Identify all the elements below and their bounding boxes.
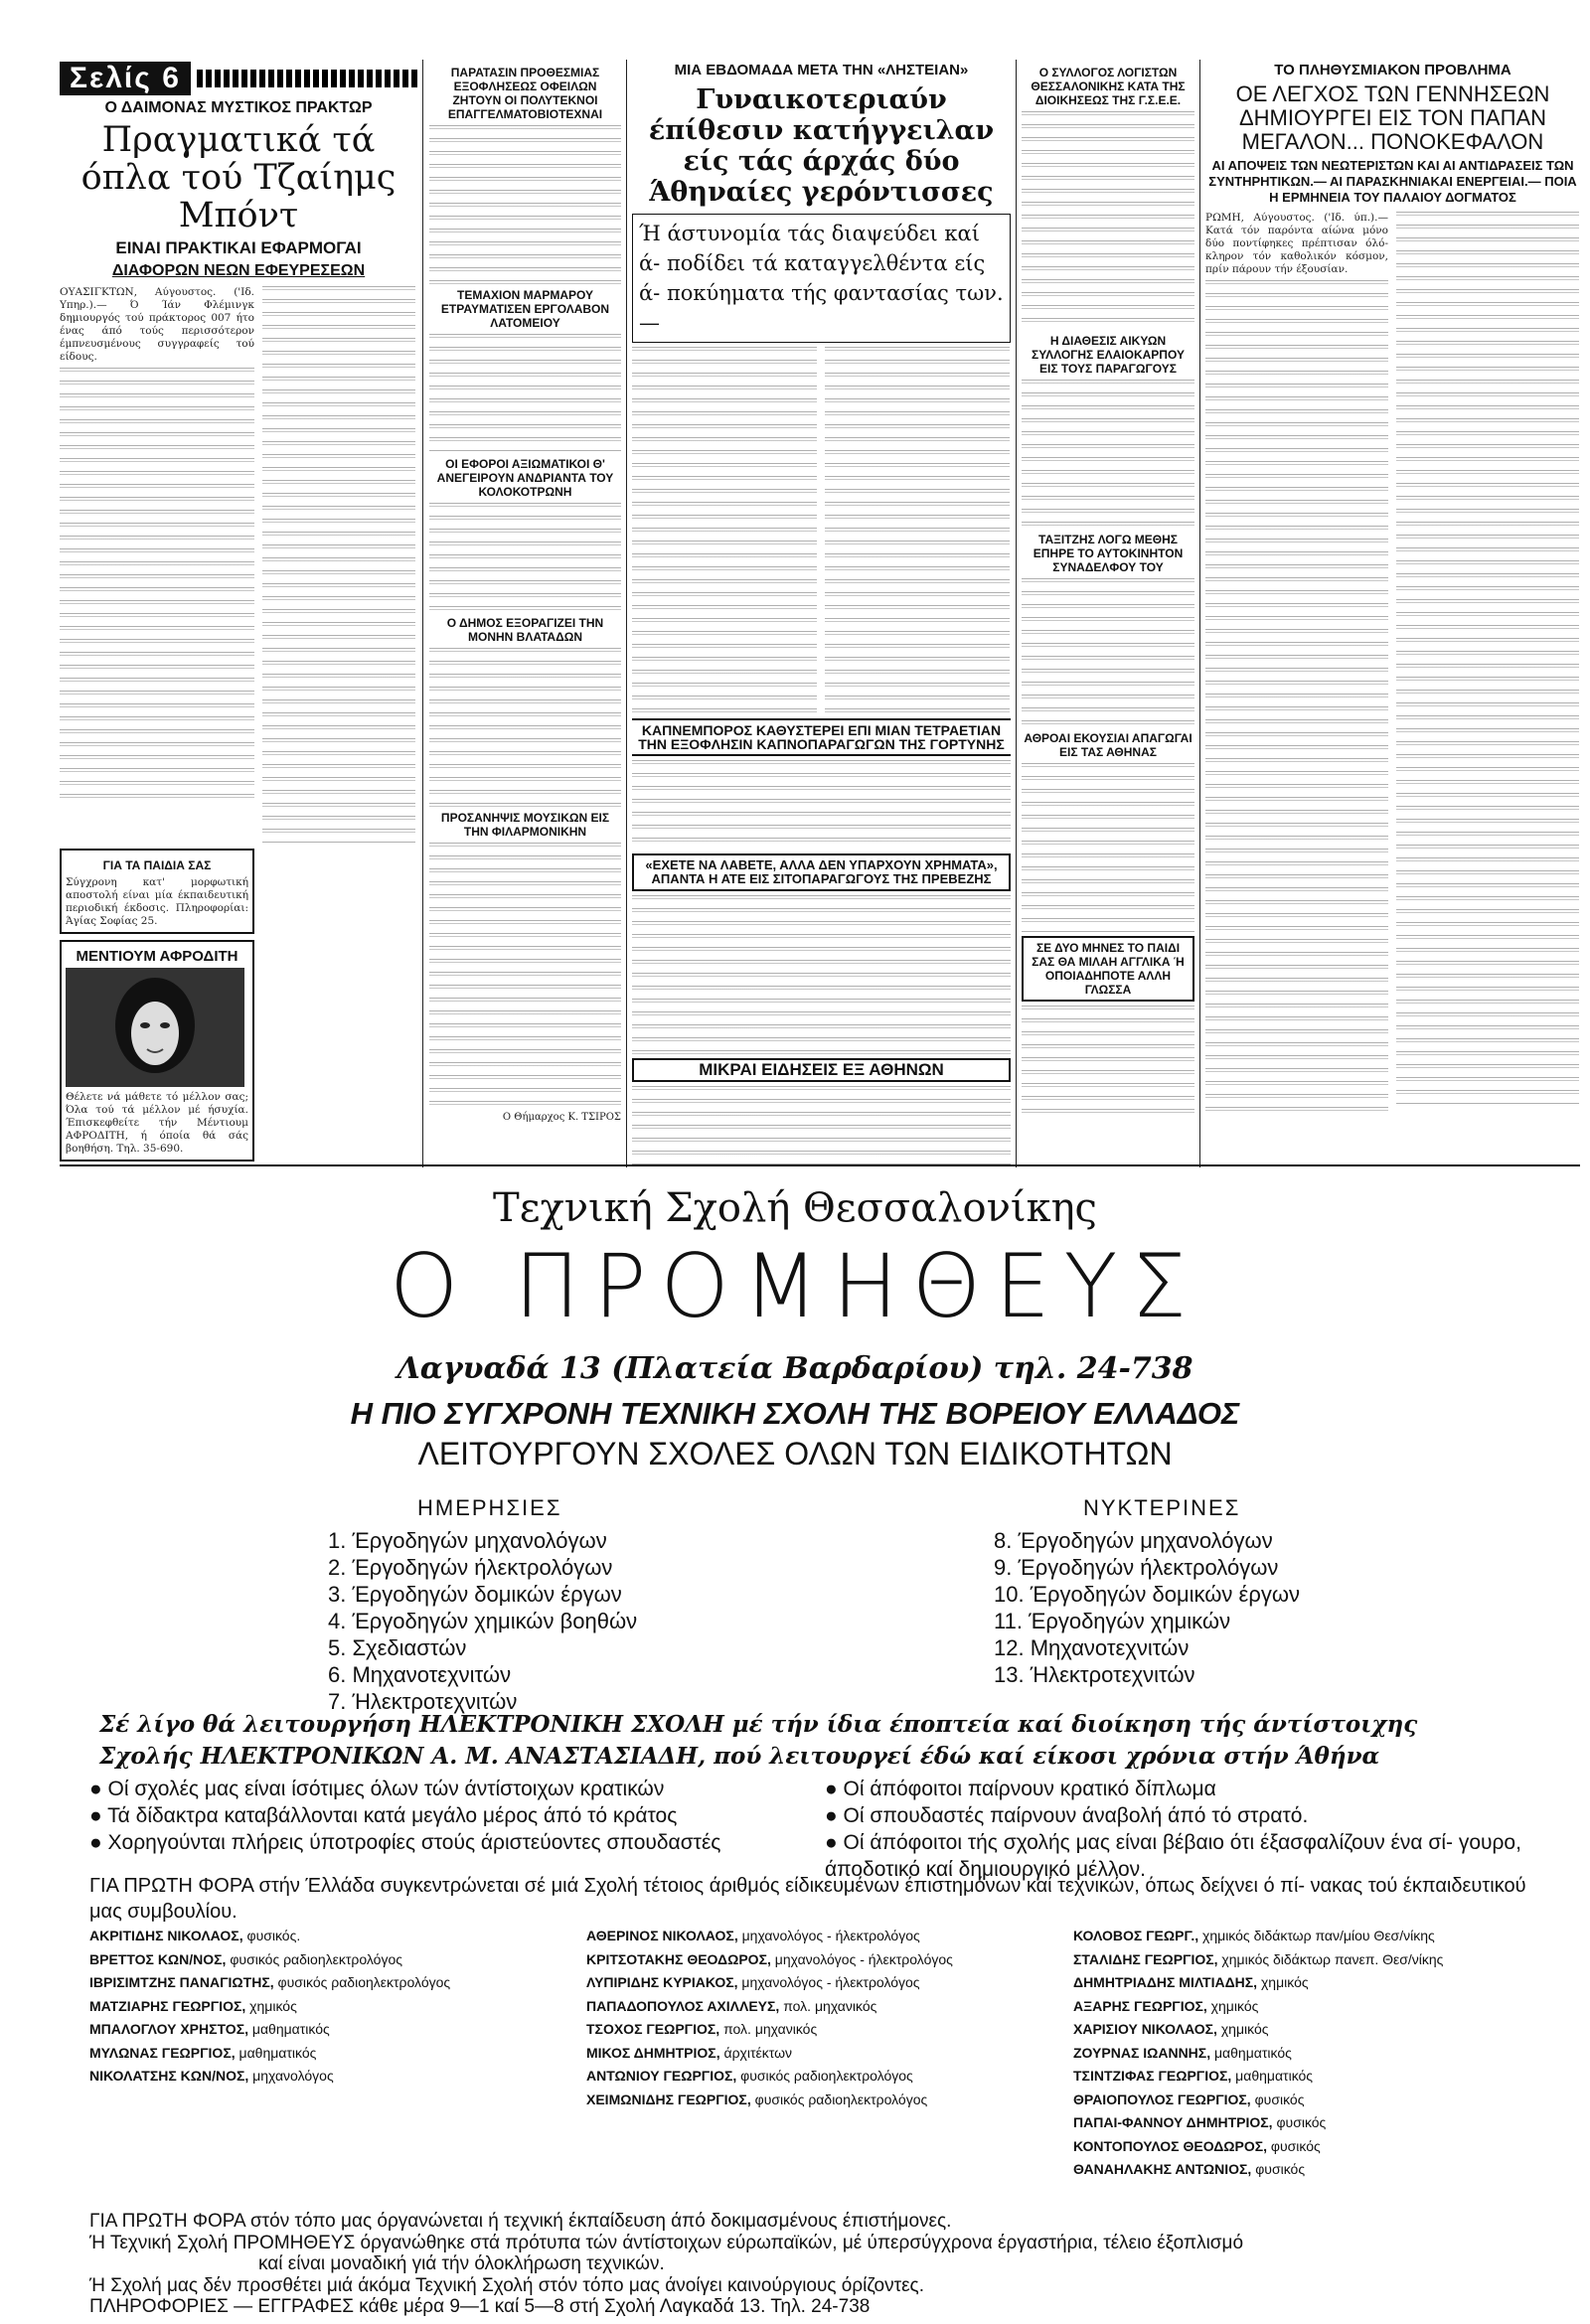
staff-member: ΚΡΙΤΣΟΤΑΚΗΣ ΘΕΟΔΩΡΟΣ, μηχανολόγος - ήλεκτρολόγος bbox=[586, 1950, 953, 1967]
course-item: 5. Σχεδιαστών bbox=[328, 1635, 467, 1660]
staff-member: ΜΙΚΟΣ ΔΗΜΗΤΡΙΟΣ, άρχιτέκτων bbox=[586, 2044, 793, 2061]
school-address: Λαγυαδά 13 (Πλατεία Βαρδαρίου) τηλ. 24-738 bbox=[397, 1351, 1193, 1386]
staff-member: ΜΑΤΖΙΑΡΗΣ ΓΕΩΡΓΙΟΣ, χημικός bbox=[89, 1997, 297, 2014]
article-deck: ΑΙ ΑΠΟΨΕΙΣ ΤΩΝ ΝΕΩΤΕΡΙΣΤΩΝ ΚΑΙ ΑΙ ΑΝΤΙΔΡΑΣΕΙΣ ΤΩΝ ΣΥΝΤΗΡΗΤΙΚΩΝ.— ΑΙ ΠΑΡΑΣΚΗΝΙΑΚΑΙ ΕΝΕΡΓΕΙΑΙ.— ΠΟΙΑ Η ΕΡΜΗΝΕΙΑ ΤΟΥ ΠΑΛΑΙΟΥ ΔΟΓΜΑΤΟΣ bbox=[1208, 158, 1577, 205]
article-body bbox=[632, 1086, 1011, 1166]
ad-footer bbox=[89, 2211, 1560, 2318]
night-heading: ΝΥΚΤΕΡΙΝΕΣ bbox=[1083, 1495, 1241, 1520]
column-rule bbox=[422, 60, 423, 1167]
article-body bbox=[1022, 1006, 1194, 1115]
signature: Ο Θήμαρχος Κ. ΤΣΙΡΟΣ bbox=[502, 1112, 621, 1123]
article-body bbox=[429, 334, 621, 453]
electronic-line-1b: μέ τήν ίδια έποπτεία καί διοίκηση τής άντίστοιχης bbox=[731, 1711, 1418, 1738]
staff-member: ΑΞΑΡΗΣ ΓΕΩΡΓΙΟΣ, χημικός bbox=[1073, 1997, 1259, 2014]
headline-accountants: Ο ΣΥΛΛΟΓΟΣ ΛΟΓΙΣΤΩΝ ΘΕΣΣΑΛΟΝΙΚΗΣ ΚΑΤΑ ΤΗΣ ΔΙΟΙΚΗΣΕΩΣ ΤΗΣ Γ.Σ.Ε.Ε. bbox=[1031, 66, 1186, 107]
footer-line: καί είναι μοναδική γιά τήν όλοκλήρωση τεχνικών. bbox=[258, 2253, 665, 2274]
staff-column-3 bbox=[1073, 1925, 1570, 2182]
night-schools bbox=[994, 1495, 1391, 1688]
medium-portrait bbox=[66, 968, 244, 1087]
course-item: 1. Έργοδηγών μηχανολόγων bbox=[328, 1528, 607, 1553]
day-schools bbox=[328, 1495, 725, 1715]
course-item: 8. Έργοδηγών μηχανολόγων bbox=[994, 1528, 1273, 1553]
electronic-line-2a: Σχολής ΗΛΕΚΤΡΟΝΙΚΩΝ Α. Μ. ΑΝΑΣΤΑΣΙΑΔΗ, bbox=[99, 1743, 707, 1770]
article-kicker: ΜΙΑ ΕΒΔΟΜΑΔΑ ΜΕΤΑ ΤΗΝ «ΛΗΣΤΕΙΑΝ» bbox=[674, 62, 969, 78]
article-kicker: ΤΟ ΠΛΗΘΥΣΜΙΑΚΟΝ ΠΡΟΒΛΗΜΑ bbox=[1274, 62, 1511, 78]
headline-musicians: ΠΡΟΣΑΝΗΨΙΣ ΜΟΥΣΙΚΩΝ ΕΙΣ ΤΗΝ ΦΙΛΑΡΜΟΝΙΚΗΝ bbox=[440, 811, 610, 839]
day-course-list bbox=[328, 1527, 725, 1715]
article-body bbox=[632, 760, 1011, 850]
article-body bbox=[429, 125, 621, 284]
staff-member: ΜΥΛΩΝΑΣ ΓΕΩΡΓΙΟΣ, μαθηματικός bbox=[89, 2044, 317, 2061]
headline-debt-extension: ΠΑΡΑΤΑΣΙΝ ΠΡΟΘΕΣΜΙΑΣ ΕΞΟΦΛΗΣΕΩΣ ΟΦΕΙΛΩΝ ΖΗΤΟΥΝ ΟΙ ΠΟΛΥΤΕΚΝΟΙ ΕΠΑΓΓΕΛΜΑΤΟΒΙΟΤΕΧΝΑΙ bbox=[447, 66, 603, 121]
page-label: Σελίς 6 bbox=[60, 62, 191, 95]
slogan-2: ΛΕΙΤΟΥΡΓΟΥΝ ΣΧΟΛΕΣ ΟΛΩΝ ΤΩΝ ΕΙΔΙΚΟΤΗΤΩΝ bbox=[417, 1436, 1173, 1472]
article-body bbox=[60, 368, 254, 805]
benefit-item: ● Τά δίδακτρα καταβάλλονται κατά μεγάλο μέρος άπό τό κράτος bbox=[89, 1804, 678, 1827]
benefit-item: ● Οί άπόφοιτοι παίρνουν κρατικό δίπλωμα bbox=[825, 1778, 1216, 1800]
course-item: 12. Μηχανοτεχνιτών bbox=[994, 1635, 1190, 1660]
article-body bbox=[429, 503, 621, 612]
masthead-ornament bbox=[197, 70, 417, 87]
article-body-continued bbox=[262, 286, 415, 843]
staff-member: ΔΗΜΗΤΡΙΑΔΗΣ ΜΙΛΤΙΑΔΗΣ, χημικός bbox=[1073, 1974, 1309, 1990]
day-heading: ΗΜΕΡΗΣΙΕΣ bbox=[417, 1495, 562, 1520]
staff-member: ΧΕΙΜΩΝΙΔΗΣ ΓΕΩΡΓΙΟΣ, φυσικός ραδιοηλεκτρολόγος bbox=[586, 2091, 928, 2107]
staff-member: ΝΙΚΟΛΑΤΣΗΣ ΚΩΝ/ΝΟΣ, μηχανολόγος bbox=[89, 2068, 334, 2084]
footer-line: ΠΛΗΡΟΦΟΡΙΕΣ — ΕΓΓΡΑΦΕΣ κάθε μέρα 9—1 καί 5—8 στή Σχολή Λαγκαδά 13. Τηλ. 24-738 bbox=[89, 2296, 871, 2317]
electronic-line-2b: πού λειτουργεί έδώ καί είκοσι χρόνια στήν Άθήνα bbox=[714, 1743, 1380, 1770]
slogan: Η ΠΙΟ ΣΥΓΧΡΟΝΗ ΤΕΧΝΙΚΗ ΣΧΟΛΗ ΤΗΣ ΒΟΡΕΙΟΥ ΕΛΛΑΔΟΣ bbox=[350, 1396, 1240, 1431]
article-lead: ΡΩΜΗ, Αύγουστος. ('Ιδ. ύπ.).— Κατά τόν παρόντα αίώνα μόνο δύο ποντίφηκες πρέπτισαν όλό- κληρον τόν καθολικόν κόσμον, πρίν πάρουν τήν έξουσίαν. bbox=[1205, 212, 1388, 275]
electronic-school-announcement bbox=[99, 1709, 1570, 1773]
staff-member: ΠΑΠΑΔΟΠΟΥΛΟΣ ΑΧΙΛΛΕΥΣ, πολ. μηχανικός bbox=[586, 1997, 877, 2014]
column-2 bbox=[429, 62, 621, 1166]
course-item: 3. Έργοδηγών δομικών έργων bbox=[328, 1582, 622, 1607]
article-title: ΟΕ ΛΕΓΧΟΣ ΤΩΝ ΓΕΝΝΗΣΕΩΝ ΔΗΜΙΟΥΡΓΕΙ ΕΙΣ ΤΟΝ ΠΑΠΑΝ ΜΕΓΑΛΟΝ... ΠΟΝΟΚΕΦΑΛΟΝ bbox=[1235, 81, 1550, 154]
footer-line: ΓΙΑ ΠΡΩΤΗ ΦΟΡΑ στόν τόπο μας όργανώνεται ή τεχνική έκπαίδευση άπό δοκιμασμένους έπιστήμονες. bbox=[89, 2211, 952, 2232]
prometheus-ad bbox=[0, 1167, 1590, 2324]
staff-member: ΙΒΡΙΣΙΜΤΖΗΣ ΠΑΝΑΓΙΩΤΗΣ, φυσικός ραδιοηλεκτρολόγος bbox=[89, 1974, 451, 1990]
article-subtitle-2: ΔΙΑΦΟΡΩΝ ΝΕΩΝ ΕΦΕΥΡΕΣΕΩΝ bbox=[111, 262, 366, 279]
benefit-item: ● Οί σχολές μας είναι ίσότιμες όλων τών άντίστοιχων κρατικών bbox=[89, 1778, 665, 1800]
staff-member: ΚΟΝΤΟΠΟΥΛΟΣ ΘΕΟΔΩΡΟΣ, φυσικός bbox=[1073, 2137, 1321, 2154]
course-item: 9. Έργοδηγών ήλεκτρολόγων bbox=[994, 1555, 1279, 1580]
course-item: 4. Έργοδηγών χημικών βοηθών bbox=[328, 1609, 638, 1633]
benefits-right bbox=[825, 1776, 1560, 1883]
article-body bbox=[1205, 280, 1388, 1115]
column-5 bbox=[1205, 62, 1580, 1166]
benefit-item: ● Χορηγούνται πλήρεις ύποτροφίες στούς άριστεύοντες σπουδαστές bbox=[89, 1831, 721, 1854]
column-1 bbox=[60, 62, 417, 1166]
course-item: 10. Έργοδηγών δομικών έργων bbox=[994, 1582, 1301, 1607]
course-item: 13. Ήλεκτροτεχνιτών bbox=[994, 1662, 1195, 1687]
staff-column-2 bbox=[586, 1925, 1063, 2111]
kids-box-title: ΓΙΑ ΤΑ ΠΑΙΔΙΑ ΣΑΣ bbox=[102, 858, 212, 872]
article-body bbox=[632, 347, 817, 714]
staff-member: ΜΠΑΛΟΓΛΟΥ ΧΡΗΣΤΟΣ, μαθηματικός bbox=[89, 2021, 330, 2037]
staff-member: ΖΟΥΡΝΑΣ ΙΩΑΝΝΗΣ, μαθηματικός bbox=[1073, 2044, 1292, 2061]
first-time-note: ΓΙΑ ΠΡΩΤΗ ΦΟΡΑ στήν Έλλάδα συγκεντρώνεται σέ μιά Σχολή τέτοιος άριθμός είδικευμένων έπιστημόνων καί τεχνικών, όπως δείχνει ό πί- νακας τού έκπαιδευτικού μας συμβουλίου. bbox=[89, 1875, 1526, 1923]
staff-member: ΘΑΝΑΗΛΑΚΗΣ ΑΝΤΩΝΙΟΣ, φυσικός bbox=[1073, 2161, 1306, 2177]
aphrodite-ad bbox=[60, 940, 254, 1162]
staff-member: ΒΡΕΤΤΟΣ ΚΩΝ/ΝΟΣ, φυσικός ραδιοηλεκτρολόγος bbox=[89, 1950, 402, 1967]
headline-short-news: ΜΙΚΡΑΙ ΕΙΔΗΣΕΙΣ ΕΞ ΑΘΗΝΩΝ bbox=[632, 1058, 1011, 1082]
headline-taxi: ΤΑΞΙΤΖΗΣ ΛΟΓΩ ΜΕΘΗΣ ΕΠΗΡΕ ΤΟ ΑΥΤΟΚΙΝΗΤΟΝ ΣΥΝΑΔΕΛΦΟΥ ΤΟΥ bbox=[1033, 533, 1184, 574]
staff-member: ΧΑΡΙΣΙΟΥ ΝΙΚΟΛΑΟΣ, χημικός bbox=[1073, 2021, 1269, 2037]
article-deck: Ή άστυνομία τάς διαψεύδει καί ά- ποδίδει τά καταγγελθέντα είς ά- πoκύηματα τής φαντασίας των.— bbox=[632, 214, 1011, 343]
course-item: 6. Μηχανοτεχνιτών bbox=[328, 1662, 512, 1687]
headline-english: ΣΕ ΔΥΟ ΜΗΝΕΣ ΤΟ ΠΑΙΔΙ ΣΑΣ ΘΑ ΜΙΛΑΗ ΑΓΓΛΙΚΑ Ή ΟΠΟΙΑΔΗΠΟΤΕ ΑΛΛΗ ΓΛΩΣΣΑ bbox=[1022, 936, 1194, 1002]
staff-member: ΑΚΡΙΤΙΔΗΣ ΝΙΚΟΛΑΟΣ, φυσικός. bbox=[89, 1928, 301, 1943]
article-title: Γυναικοτεριαύν έπίθεσιν κατήγγειλαν είς τάς άρχάς δύο Άθηναίες γερόντισσες bbox=[648, 84, 995, 208]
benefit-item: ● Οί σπουδαστές παίρνουν άναβολή άπό τό στρατό. bbox=[825, 1804, 1309, 1827]
school-name: Τεχνική Σχολή Θεσσαλονίκης bbox=[493, 1185, 1097, 1231]
staff-column-1 bbox=[89, 1925, 566, 2089]
staff-member: ΚΟΛΟΒΟΣ ΓΕΩΡΓ., χημικός διδάκτωρ παν/μίου Θεσ/νίκης bbox=[1073, 1928, 1435, 1943]
article-body bbox=[1022, 763, 1194, 932]
column-3 bbox=[632, 62, 1011, 1166]
article-body-continued bbox=[825, 347, 1010, 714]
article-body bbox=[1022, 380, 1194, 529]
headline-vlatadon: Ο ΔΗΜΟΣ ΕΞΟΡΑΓΙΖΕΙ ΤΗΝ ΜΟΝΗΝ ΒΛΑΤΑΔΩΝ bbox=[446, 616, 604, 644]
course-item: 7. Ήλεκτροτεχνιτών bbox=[328, 1689, 518, 1714]
footer-line: Ή Τεχνική Σχολή ΠΡΟΜΗΘΕΥΣ όργανώθηκε στά πρότυπα τών άντίστοιχων εύρωπαϊκών, μέ ύπερσύγχρονα έργαστήρια, τέλειο έξοπλισμό bbox=[89, 2232, 1244, 2253]
staff-member: ΠΑΠΑΙ-ΦΑΝΝΟΥ ΔΗΜΗΤΡΙΟΣ, φυσικός bbox=[1073, 2114, 1327, 2130]
headline-marble: ΤΕΜΑΧΙΟΝ ΜΑΡΜΑΡΟΥ ΕΤΡΑΥΜΑΤΙΣΕΝ ΕΡΓΟΛΑΒΟΝ ΛΑΤΟΜΕΙΟΥ bbox=[440, 288, 610, 330]
headline-olives: Η ΔΙΑΘΕΣΙΣ ΑΙΚΥΩΝ ΣΥΛΛΟΓΗΣ ΕΛΑΙΟΚΑΡΠΟΥ ΕΙΣ ΤΟΥΣ ΠΑΡΑΓΩΓΟΥΣ bbox=[1032, 334, 1185, 376]
school-brand: Ο ΠΡΟΜΗΘΕΥΣ bbox=[389, 1235, 1201, 1337]
aphrodite-text: Θέλετε νά μάθετε τό μέλλον σας; Όλα τού τά μέλλον μέ ήσυχία. Έπισκεφθείτε τήν Μέντιουμ ΑΦΡΟΔΙΤΗ, ή όποία θά σάς βοηθήση. Τηλ. 35-690. bbox=[66, 1091, 248, 1155]
headline-preveza: «ΕΧΕΤΕ ΝΑ ΛΑΒΕΤΕ, ΑΛΛΑ ΔΕΝ ΥΠΑΡΧΟΥΝ ΧΡΗΜΑΤΑ», ΑΠΑΝΤΑ Η ΑΤΕ ΕΙΣ ΣΙΤΟΠΑΡΑΓΩΓΟΥΣ ΤΗΣ ΠΡΕΒΕΖΗΣ bbox=[632, 853, 1011, 891]
article-body bbox=[429, 648, 621, 807]
article-body-continued bbox=[1396, 212, 1579, 1106]
article-body bbox=[429, 843, 621, 1111]
aphrodite-title: ΜΕΝΤΙΟΥΜ ΑΦΡΟΔΙΤΗ bbox=[76, 948, 238, 965]
ad-divider bbox=[60, 1164, 1580, 1166]
column-rule bbox=[626, 60, 627, 1167]
staff-member: ΣΤΑΛΙΔΗΣ ΓΕΩΡΓΙΟΣ, χημικός διδάκτωρ πανεπ. Θεσ/νίκης bbox=[1073, 1950, 1444, 1967]
staff-member: ΑΝΤΩΝΙΟΥ ΓΕΩΡΓΙΟΣ, φυσικός ραδιοηλεκτρολόγος bbox=[586, 2068, 913, 2084]
kids-box-text: Σύγχρονη κατ' μορφωτική αποστολή είναι μία έκπαιδευτική περιοδική έκδοσις. Πληροφορίαι: Άγίας Σοφίας 25. bbox=[66, 876, 248, 927]
staff-member: ΑΘΕΡΙΝΟΣ ΝΙΚΟΛΑΟΣ, μηχανολόγος - ήλεκτρολόγος bbox=[586, 1928, 920, 1943]
column-rule bbox=[1199, 60, 1200, 1167]
course-item: 11. Έργοδηγών χημικών bbox=[994, 1609, 1231, 1633]
article-body bbox=[632, 895, 1011, 1054]
kids-box bbox=[60, 849, 254, 934]
article-subtitle: ΕΙΝΑΙ ΠΡΑΚΤΙΚΑΙ ΕΦΑΡΜΟΓΑΙ bbox=[115, 238, 362, 257]
course-item: 2. Έργοδηγών ήλεκτρολόγων bbox=[328, 1555, 613, 1580]
staff-member: ΘΡΑΙΟΠΟΥΛΟΣ ΓΕΩΡΓΙΟΣ, φυσικός bbox=[1073, 2091, 1305, 2107]
article-body bbox=[1022, 578, 1194, 727]
night-course-list bbox=[994, 1527, 1391, 1688]
footer-line: Ή Σχολή μας δέν προσθέτει μιά άκόμα Τεχνική Σχολή στόν τόπο μας άνοίγει καινούργιους όρίζοντες. bbox=[89, 2274, 924, 2296]
electronic-line-1a: Σέ λίγο θά λειτουργήση ΗΛΕΚΤΡΟΝΙΚΗ ΣΧΟΛΗ bbox=[99, 1711, 724, 1738]
column-4 bbox=[1022, 62, 1194, 1166]
headline-kolokotronis: ΟΙ ΕΦΟΡΟΙ ΑΞΙΩΜΑΤΙΚΟΙ Θ' ΑΝΕΓΕΙΡΟΥΝ ΑΝΔΡΙΑΝΤΑ ΤΟΥ ΚΟΛΟΚΟΤΡΩΝΗ bbox=[436, 457, 614, 499]
column-rule bbox=[1016, 60, 1017, 1167]
headline-abductions: ΑΘΡΟΑΙ ΕΚΟΥΣΙΑΙ ΑΠΑΓΩΓΑΙ ΕΙΣ ΤΑΣ ΑΘΗΝΑΣ bbox=[1024, 731, 1192, 759]
staff-member: ΤΣΙΝΤΖΙΦΑΣ ΓΕΩΡΓΙΟΣ, μαθηματικός bbox=[1073, 2068, 1314, 2084]
article-kicker: Ο ΔΑΙΜΟΝΑΣ ΜΥΣΤΙΚΟΣ ΠΡΑΚΤΩΡ bbox=[104, 99, 373, 116]
article-lead: ΟΥΑΣΙΓΚΤΩΝ, Αύγουστος. ('Ιδ. Υπηρ.).— Ό Ίάν Φλέμινγκ δημιουργός τού πράκτορος 007 ήτο ένας άπό τούς περισσότερον έμπνευσμένους συγγραφείς τού είδους. bbox=[60, 286, 254, 363]
benefits-left bbox=[89, 1776, 805, 1856]
staff-member: ΤΣΟΧΟΣ ΓΕΩΡΓΙΟΣ, πολ. μηχανικός bbox=[586, 2021, 818, 2037]
article-title: Πραγματικά τά όπλα τού Τζαίημς Μπόντ bbox=[80, 120, 397, 235]
article-body bbox=[1022, 111, 1194, 330]
staff-member: ΛΥΠΙΡΙΔΗΣ ΚΥΡΙΑΚΟΣ, μηχανολόγος - ήλεκτρολόγος bbox=[586, 1974, 920, 1990]
headline-tobacco: ΚΑΠΝΕΜΠΟΡΟΣ ΚΑΘΥΣΤΕΡΕΙ ΕΠΙ ΜΙΑΝ ΤΕΤΡΑΕΤΙΑΝ ΤΗΝ ΕΞΟΦΛΗΣΙΝ ΚΑΠΝΟΠΑΡΑΓΩΓΩΝ ΤΗΣ ΓΟΡΤΥΝΗΣ bbox=[632, 718, 1011, 756]
benefit-item: ● Οί άπόφοιτοι τής σχολής μας είναι βέβαιο ότι έξασφαλίζουν ένα σί- γουρο, άποδοτικό καί δημιουργικό μέλλον. bbox=[825, 1831, 1521, 1881]
